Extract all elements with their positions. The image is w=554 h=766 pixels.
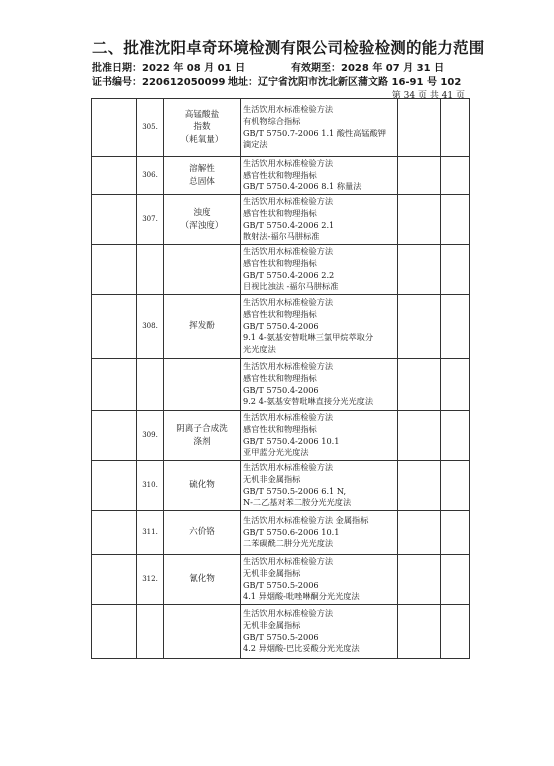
test-method-line: 散射法-福尔马肼标准 — [243, 231, 320, 242]
empty-cell — [92, 195, 137, 245]
test-method-line: 感官性状和物理指标 — [243, 257, 317, 268]
test-method-line: 目视比浊法 -福尔马肼标准 — [243, 281, 339, 292]
empty-cell — [92, 605, 137, 659]
parameter-name-line: 指数 — [193, 122, 211, 133]
page-title: 二、批准沈阳卓奇环境检测有限公司检验检测的能力范围 — [92, 39, 485, 57]
certificate-number: 证书编号：220612050099 — [92, 77, 226, 88]
test-method-line: 生活饮用水标准检验方法 — [243, 157, 334, 168]
test-method-line: N-二乙基对苯二胺分光光度法 — [243, 497, 352, 508]
parameter-name — [164, 99, 241, 157]
empty-cell — [441, 99, 470, 157]
parameter-name-line: 高锰酸盐 — [184, 109, 220, 120]
test-method-line: GB/T 5750.5-2006 — [243, 579, 319, 590]
empty-cell — [398, 99, 441, 157]
test-method — [241, 411, 398, 461]
parameter-name-line: （耗氧量） — [180, 134, 224, 145]
parameter-name — [164, 411, 241, 461]
test-method-line: GB/T 5750.4-2006 2.1 — [243, 219, 335, 230]
test-method-line: 9.2 4-氨基安替吡啉直接分光光度法 — [243, 396, 374, 407]
item-number: 308. — [137, 295, 164, 359]
empty-cell — [441, 195, 470, 245]
empty-cell — [398, 605, 441, 659]
empty-cell — [441, 461, 470, 511]
test-method-line: 无机非金属指标 — [243, 567, 301, 578]
test-method — [241, 359, 398, 411]
parameter-name — [164, 555, 241, 605]
empty-cell — [92, 511, 137, 555]
empty-cell — [92, 157, 137, 195]
empty-cell — [92, 99, 137, 157]
empty-cell — [398, 411, 441, 461]
table-row — [92, 245, 470, 295]
empty-cell — [92, 411, 137, 461]
empty-cell — [398, 461, 441, 511]
test-method-line: 感官性状和物理指标 — [243, 308, 317, 319]
test-method-line: 9.1 4-氨基安替吡啉三氯甲烷萃取分 — [243, 332, 374, 343]
empty-cell — [441, 245, 470, 295]
empty-cell — [92, 359, 137, 411]
parameter-name-line: 氰化物 — [189, 574, 215, 585]
test-method-line: 4.1 异烟酸-吡唑啉酮分光光度法 — [243, 591, 360, 602]
empty-cell — [441, 157, 470, 195]
table-row — [92, 157, 470, 195]
parameter-name — [164, 359, 241, 411]
test-method-line: 感官性状和物理指标 — [243, 207, 317, 218]
test-method-line: 亚甲蓝分光光度法 — [243, 447, 309, 458]
empty-cell — [441, 605, 470, 659]
item-number: 309. — [137, 411, 164, 461]
test-method-line: 二苯碳酰二肼分光光度法 — [243, 538, 334, 549]
parameter-name — [164, 461, 241, 511]
item-number — [137, 359, 164, 411]
test-method-line: 感官性状和物理指标 — [243, 169, 317, 180]
empty-cell — [441, 511, 470, 555]
test-method-line: GB/T 5750.4-2006 10.1 — [243, 435, 340, 446]
test-method-line: 感官性状和物理指标 — [243, 372, 317, 383]
test-method — [241, 195, 398, 245]
test-method-line: GB/T 5750.5-2006 — [243, 631, 319, 642]
empty-cell — [441, 555, 470, 605]
parameter-name-line: 溶解性 — [189, 164, 215, 174]
empty-cell — [441, 359, 470, 411]
empty-cell — [92, 555, 137, 605]
parameter-name — [164, 245, 241, 295]
test-method — [241, 511, 398, 555]
table-row — [92, 511, 470, 555]
item-number: 310. — [137, 461, 164, 511]
test-method-line: 无机非金属指标 — [243, 473, 301, 484]
item-number: 311. — [137, 511, 164, 555]
test-method-line: GB/T 5750.5-2006 6.1 N, — [243, 485, 347, 496]
test-method — [241, 245, 398, 295]
test-method — [241, 605, 398, 659]
item-number: 306. — [137, 157, 164, 195]
item-number — [137, 605, 164, 659]
empty-cell — [92, 461, 137, 511]
test-method-line: 光光度法 — [243, 344, 276, 355]
parameter-name — [164, 195, 241, 245]
parameter-name-line: 涤剂 — [193, 436, 211, 447]
table-row — [92, 461, 470, 511]
table-row — [92, 555, 470, 605]
empty-cell — [441, 411, 470, 461]
test-method-line: 无机非金属指标 — [243, 619, 301, 630]
parameter-name-line: 硫化物 — [189, 480, 215, 491]
parameter-name-line: 阴离子合成洗 — [176, 424, 228, 434]
test-method-line: 生活饮用水标准检验方法 — [243, 196, 334, 207]
test-method — [241, 461, 398, 511]
valid-until: 有效期至：2028 年 07 月 31 日 — [291, 63, 445, 74]
test-method-line: 有机物综合指标 — [243, 115, 301, 126]
approval-date: 批准日期：2022 年 08 月 01 日 — [92, 63, 246, 74]
empty-cell — [398, 157, 441, 195]
test-method-line: 感官性状和物理指标 — [243, 423, 317, 434]
empty-cell — [398, 359, 441, 411]
test-method — [241, 157, 398, 195]
table-row — [92, 99, 470, 157]
empty-cell — [398, 555, 441, 605]
table-row — [92, 359, 470, 411]
test-method-line: 生活饮用水标准检验方法 — [243, 462, 334, 473]
table-row — [92, 195, 470, 245]
parameter-name-line: 总固体 — [189, 176, 215, 187]
item-number: 305. — [137, 99, 164, 157]
test-method-line: GB/T 5750.4-2006 8.1 称量法 — [243, 181, 362, 192]
test-method-line: 生活饮用水标准检验方法 — [243, 246, 334, 257]
test-method-line: 生活饮用水标准检验方法 — [243, 608, 334, 619]
capability-table — [91, 98, 470, 659]
test-method-line: 生活饮用水标准检验方法 — [243, 412, 334, 423]
page-number: 第 34 页 共 41 页 — [391, 91, 465, 101]
parameter-name-line: 六价铬 — [189, 527, 215, 538]
parameter-name — [164, 157, 241, 195]
test-method-line: 4.2 异烟酸-巴比妥酸分光光度法 — [243, 643, 360, 654]
parameter-name — [164, 605, 241, 659]
empty-cell — [92, 245, 137, 295]
table-row — [92, 411, 470, 461]
test-method-line: 生活饮用水标准检验方法 — [243, 361, 334, 372]
parameter-name-line: 挥发酚 — [189, 321, 215, 332]
empty-cell — [398, 245, 441, 295]
table-row — [92, 295, 470, 359]
empty-cell — [92, 295, 137, 359]
test-method-line: 生活饮用水标准检验方法 — [243, 297, 334, 308]
table-row — [92, 605, 470, 659]
test-method — [241, 555, 398, 605]
test-method-line: GB/T 5750.4-2006 — [243, 320, 319, 331]
test-method — [241, 295, 398, 359]
item-number: 312. — [137, 555, 164, 605]
capability-table-body — [92, 99, 470, 659]
lab-address: 地址：辽宁省沈阳市沈北新区蒲文路 16-91 号 102 — [228, 77, 462, 88]
test-method-line: GB/T 5750.4-2006 2.2 — [243, 269, 335, 280]
empty-cell — [398, 295, 441, 359]
parameter-name — [164, 511, 241, 555]
parameter-name — [164, 295, 241, 359]
test-method — [241, 99, 398, 157]
item-number: 307. — [137, 195, 164, 245]
parameter-name-line: （浑浊度） — [180, 220, 224, 231]
parameter-name-line: 浊度 — [193, 208, 211, 218]
test-method-line: GB/T 5750.6-2006 10.1 — [243, 526, 340, 537]
test-method-line: 生活饮用水标准检验方法 金属指标 — [243, 514, 369, 525]
empty-cell — [398, 511, 441, 555]
test-method-line: GB/T 5750.4-2006 — [243, 384, 319, 395]
test-method-line: GB/T 5750.7-2006 1.1 酸性高锰酸钾 — [243, 127, 386, 138]
test-method-line: 生活饮用水标准检验方法 — [243, 556, 334, 567]
test-method-line: 生活饮用水标准检验方法 — [243, 104, 334, 115]
empty-cell — [398, 195, 441, 245]
empty-cell — [441, 295, 470, 359]
test-method-line: 滴定法 — [243, 139, 268, 150]
item-number — [137, 245, 164, 295]
